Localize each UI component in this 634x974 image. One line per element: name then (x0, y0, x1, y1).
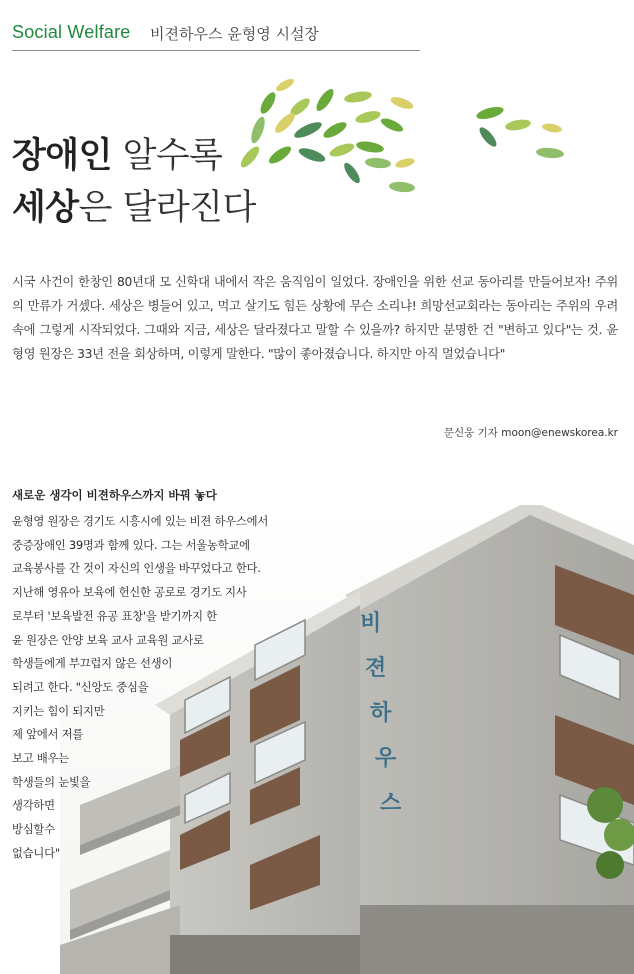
body-line: 윤 원장은 안양 보육 교사 교육원 교사로 (12, 633, 204, 647)
sign-letter: 젼 (365, 656, 387, 681)
body-line: 학생들의 눈빛을 (12, 775, 91, 789)
article-subhead: 새로운 생각이 비젼하우스까지 바꿔 놓다 (12, 488, 217, 502)
title-line1-rest: 알수록 (111, 136, 223, 176)
body-line: 로부터 '보육발전 유공 표창'을 받기까지 한 (12, 609, 217, 623)
leaves-decoration (230, 75, 630, 205)
title-line2-bold: 세상 (12, 188, 79, 228)
lead-paragraph: 시국 사건이 한창인 80년대 모 신학대 내에서 작은 움직임이 일었다. 장애인을 위한 선교 동아리를 만들어보자! 주위의 만류가 거셌다. 세상은 병들어 있고, 먹고 살기도 힘든 상황에 무슨 소리냐! 희망선교회라는 동아리는 주위의 우려 속에 그렇게 시작되었다. 그때와 지금, 세상은 달라졌다고 말할 수 있을까? 하지만 분명한 건 "변하고 있다"는 것. 윤형영 원장은 33년 전을 회상하며, 이렇게 말한다. "많이 좋아졌습니다. 하지만 아직 멀었습니다" (12, 275, 618, 361)
body-line: 없습니다" (12, 846, 60, 860)
body-line: 지키는 힘이 되지만 (12, 704, 105, 718)
section-header (12, 20, 420, 51)
byline: 문신웅 기자 moon@enewskorea.kr (443, 427, 618, 439)
article-body (12, 510, 312, 866)
body-line: 학생들에게 부끄럽지 않은 선생이 (12, 657, 173, 671)
article-title (12, 130, 256, 234)
title-line2-rest: 은 달라진다 (78, 188, 256, 228)
section-label: Social Welfare (12, 22, 131, 42)
body-line: 교육봉사를 간 것이 자신의 인생을 바꾸었다고 한다. (12, 562, 261, 576)
sign-letter: 하 (370, 701, 392, 726)
body-line: 보고 배우는 (12, 752, 69, 766)
section-subtitle: 비젼하우스 윤형영 시설장 (150, 25, 319, 43)
sign-letter: 스 (380, 791, 402, 816)
sign-letter: 우 (375, 746, 397, 771)
sign-letter: 비 (360, 611, 382, 636)
body-line: 되려고 한다. "신앙도 중심을 (12, 680, 149, 694)
body-line: 중증장애인 39명과 함께 있다. 그는 서울농학교에 (12, 538, 250, 552)
title-line1-bold: 장애인 (12, 136, 112, 176)
body-line: 지난해 영유아 보육에 헌신한 공로로 경기도 지사 (12, 586, 247, 600)
body-line: 생각하면 (12, 799, 55, 813)
body-line: 방심할수 (12, 823, 55, 837)
body-line: 제 앞에서 저를 (12, 728, 84, 742)
leaf-icon-group (238, 77, 565, 194)
body-line: 윤형영 원장은 경기도 시흥시에 있는 비젼 하우스에서 (12, 515, 269, 528)
